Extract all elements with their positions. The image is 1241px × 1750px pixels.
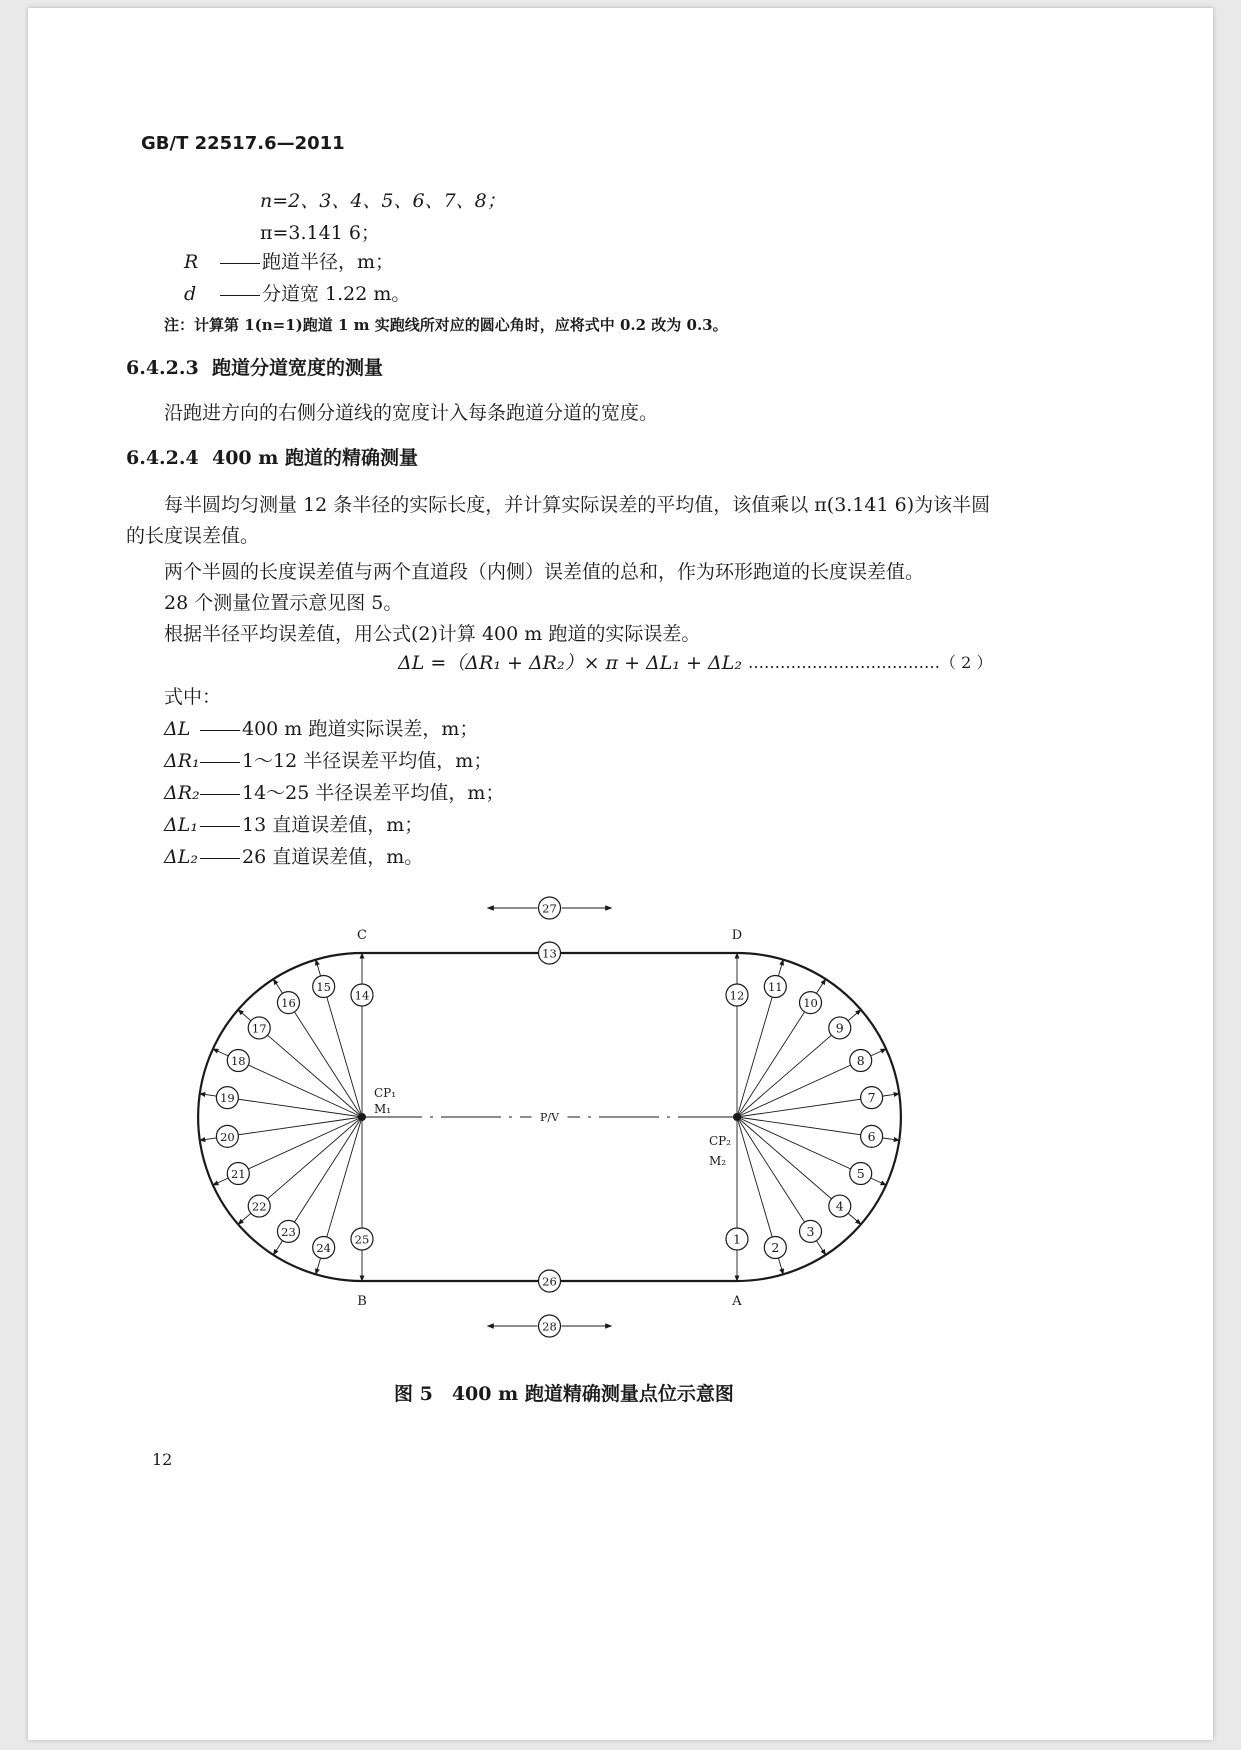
point-21-label: 21 — [230, 1166, 246, 1181]
point-5-label: 5 — [856, 1165, 865, 1181]
pi-value-line: π=3.141 6； — [260, 222, 380, 244]
cp2-label: CP₂ — [709, 1134, 732, 1148]
point-14-label: 14 — [354, 988, 370, 1003]
para3: 28 个测量位置示意见图 5。 — [164, 592, 403, 614]
point-8-label: 8 — [856, 1053, 865, 1069]
para2: 两个半圆的长度误差值与两个直道段（内侧）误差值的总和，作为环形跑道的长度误差值。 — [164, 561, 925, 583]
section-6424-number: 6.4.2.4 — [126, 447, 199, 469]
formula-number: ………………………………（ 2 ） — [748, 653, 993, 672]
corner-d: D — [731, 928, 743, 943]
point-7-label: 7 — [867, 1090, 876, 1106]
def-delta-l2: ΔL₂ 26 直道误差值，m。 — [164, 846, 424, 868]
point-23-label: 23 — [281, 1224, 296, 1239]
point-26-label: 26 — [542, 1274, 557, 1289]
point-18-label: 18 — [230, 1054, 246, 1069]
corner-a: A — [732, 1294, 742, 1309]
point-25-label: 25 — [354, 1232, 370, 1247]
corner-c: C — [357, 928, 367, 943]
page-number: 12 — [152, 1450, 173, 1469]
point-2-label: 2 — [771, 1239, 780, 1255]
def-delta-r2: ΔR₂ 14～25 半径误差平均值，m； — [164, 782, 505, 804]
point-17-label: 17 — [251, 1021, 267, 1036]
para4: 根据半径平均误差值，用公式(2)计算 400 m 跑道的实际误差。 — [164, 623, 701, 645]
point-1-label: 1 — [733, 1231, 741, 1247]
pv-label: P/V — [539, 1111, 560, 1124]
def-r-text: 跑道半径，m； — [262, 251, 395, 273]
point-27-label: 27 — [542, 901, 557, 916]
m1-label: M₁ — [374, 1102, 392, 1116]
point-3-label: 3 — [806, 1223, 815, 1239]
section-6423-body: 沿跑进方向的右侧分道线的宽度计入每条跑道分道的宽度。 — [164, 402, 659, 424]
point-22-label: 22 — [251, 1199, 267, 1214]
point-6-label: 6 — [867, 1128, 876, 1144]
def-r-symbol: R — [184, 251, 199, 273]
point-15-label: 15 — [316, 980, 332, 995]
para1-line1: 每半圆均匀测量 12 条半径的实际长度，并计算实际误差的平均值，该值乘以 π(3.141 6)为该半圆 — [164, 494, 991, 516]
n-values-line: n=2、3、4、5、6、7、8； — [260, 190, 506, 212]
def-d-text: 分道宽 1.22 m。 — [262, 283, 411, 305]
point-28-label: 28 — [542, 1319, 557, 1334]
formula: ΔL =（ΔR₁ + ΔR₂）× π + ΔL₁ + ΔL₂ — [398, 652, 742, 674]
point-4-label: 4 — [835, 1198, 844, 1214]
note-text: 注：计算第 1(n=1)跑道 1 m 实跑线所对应的圆心角时，应将式中 0.2 改为 0.3。 — [164, 316, 728, 334]
def-delta-l1: ΔL₁ 13 直道误差值，m； — [164, 814, 424, 836]
standard-number: GB/T 22517.6—2011 — [141, 133, 345, 154]
m2-label: M₂ — [709, 1154, 727, 1168]
def-delta-r1: ΔR₁ 1～12 半径误差平均值，m； — [164, 750, 493, 772]
section-6423-title: 跑道分道宽度的测量 — [211, 357, 383, 379]
def-d-symbol: d — [184, 283, 197, 305]
para1-line2: 的长度误差值。 — [126, 525, 260, 547]
point-12-label: 12 — [729, 988, 745, 1003]
figure-caption: 图 5 400 m 跑道精确测量点位示意图 — [394, 1383, 734, 1405]
section-6423-number: 6.4.2.3 — [126, 357, 199, 379]
point-20-label: 20 — [220, 1129, 235, 1144]
section-6424-title: 400 m 跑道的精确测量 — [211, 447, 418, 469]
track-diagram — [28, 8, 1213, 1740]
document-page — [28, 8, 1213, 1740]
corner-b: B — [357, 1294, 367, 1309]
where-label: 式中： — [164, 686, 222, 708]
point-10-label: 10 — [803, 996, 818, 1011]
point-24-label: 24 — [316, 1240, 332, 1255]
cp1-label: CP₁ — [374, 1086, 397, 1100]
def-delta-l: ΔL 400 m 跑道实际误差，m； — [164, 718, 479, 740]
point-9-label: 9 — [835, 1020, 844, 1036]
point-13-label: 13 — [542, 946, 557, 961]
point-11-label: 11 — [767, 980, 783, 995]
point-19-label: 19 — [220, 1091, 235, 1106]
point-16-label: 16 — [281, 996, 296, 1011]
